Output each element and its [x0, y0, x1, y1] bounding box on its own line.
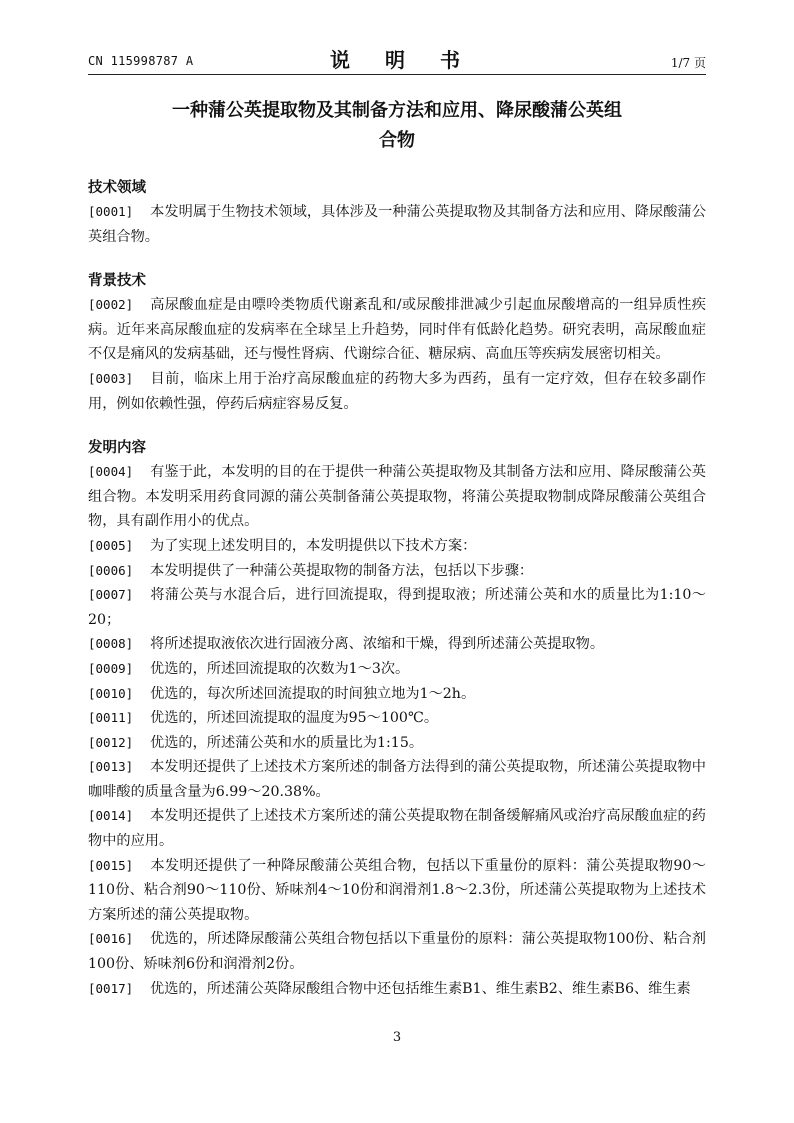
section-heading: 发明内容 — [88, 439, 146, 457]
paragraph-number: [0015] — [88, 857, 134, 873]
paragraph-number: [0016] — [88, 931, 134, 947]
paragraph-number: [0004] — [88, 464, 134, 480]
section-heading: 背景技术 — [88, 272, 146, 290]
paragraph-text: 为了实现上述发明目的，本发明提供以下技术方案： — [150, 537, 477, 554]
paragraph-number: [0002] — [88, 297, 134, 313]
document-body — [88, 176, 706, 1021]
paragraph-number: [0009] — [88, 660, 134, 676]
paragraph — [88, 977, 706, 1002]
paragraph-text: 本发明还提供了一种降尿酸蒲公英组合物，包括以下重量份的原料：蒲公英提取物90～110份、粘合剂90～110份、矫味剂4～10份和润滑剂1.8～2.3份，所述蒲公英提取物为上述技术方案所述的蒲公英提取物。 — [88, 857, 706, 923]
header-divider — [88, 74, 706, 75]
paragraph — [88, 706, 706, 731]
section — [88, 269, 706, 416]
paragraph-number: [0013] — [88, 759, 134, 775]
paragraph — [88, 657, 706, 682]
paragraph-text: 优选的，所述回流提取的温度为95～100℃。 — [150, 710, 439, 727]
invention-title — [88, 96, 706, 156]
paragraph-number: [0008] — [88, 636, 134, 652]
invention-title-line-1: 一种蒲公英提取物及其制备方法和应用、降尿酸蒲公英组 — [172, 100, 622, 121]
paragraph — [88, 804, 706, 853]
paragraph — [88, 854, 706, 928]
paragraph-text: 优选的，所述蒲公英降尿酸组合物中还包括维生素B1、维生素B2、维生素B6、维生素 — [150, 980, 691, 997]
page-header — [0, 0, 794, 74]
invention-title-line-2: 合物 — [379, 130, 415, 151]
paragraph — [88, 460, 706, 534]
paragraph — [88, 534, 706, 559]
paragraph — [88, 632, 706, 657]
paragraph-number: [0001] — [88, 204, 134, 219]
paragraph — [88, 293, 706, 367]
section — [88, 176, 706, 249]
paragraph-number: [0012] — [88, 734, 134, 750]
section — [88, 436, 706, 1001]
paragraph — [88, 559, 706, 584]
paragraph — [88, 583, 706, 632]
page-indicator: 1/7 页 — [670, 56, 706, 70]
paragraph — [88, 682, 706, 707]
paragraph-number: [0005] — [88, 537, 134, 553]
paragraph-text: 本发明还提供了上述技术方案所述的制备方法得到的蒲公英提取物，所述蒲公英提取物中咖啡酸的质量含量为6.99～20.38%。 — [88, 759, 706, 800]
document-type-title: 说 明 书 — [330, 48, 474, 72]
paragraph-text: 目前，临床上用于治疗高尿酸血症的药物大多为西药，虽有一定疗效，但存在较多副作用，例如依赖性强，停药后病症容易反复。 — [88, 370, 706, 412]
paragraph-number: [0010] — [88, 685, 134, 701]
paragraph-number: [0017] — [88, 980, 134, 996]
paragraph — [88, 731, 706, 756]
paragraph-text: 优选的，所述蒲公英和水的质量比为1:15。 — [150, 734, 424, 751]
page-number: 3 — [392, 1030, 402, 1045]
paragraph-text: 高尿酸血症是由嘌呤类物质代谢紊乱和/或尿酸排泄减少引起血尿酸增高的一组异质性疾病。近年来高尿酸血症的发病率在全球呈上升趋势，同时伴有低龄化趋势。研究表明，高尿酸血症不仅是痛风的发病基础，还与慢性肾病、代谢综合征、糖尿病、高血压等疾病发展密切相关。 — [88, 297, 706, 363]
publication-number: CN 115998787 A — [88, 54, 194, 68]
paragraph-text: 本发明提供了一种蒲公英提取物的制备方法，包括以下步骤： — [150, 562, 534, 579]
paragraph-text: 优选的，每次所述回流提取的时间独立地为1～2h。 — [150, 685, 476, 702]
paragraph-text: 优选的，所述降尿酸蒲公英组合物包括以下重量份的原料：蒲公英提取物100份、粘合剂100份、矫味剂6份和润滑剂2份。 — [88, 931, 706, 973]
paragraph — [88, 367, 706, 416]
section-heading: 技术领域 — [88, 179, 146, 196]
paragraph-number: [0007] — [88, 587, 134, 603]
paragraph-text: 优选的，所述回流提取的次数为1～3次。 — [150, 660, 410, 677]
paragraph-text: 将所述提取液依次进行固液分离、浓缩和干燥，得到所述蒲公英提取物。 — [150, 636, 605, 653]
paragraph — [88, 755, 706, 804]
paragraph-text: 将蒲公英与水混合后，进行回流提取，得到提取液；所述蒲公英和水的质量比为1:10～20； — [88, 587, 706, 628]
paragraph — [88, 927, 706, 976]
paragraph-number: [0014] — [88, 808, 134, 824]
paragraph-text: 本发明属于生物技术领域，具体涉及一种蒲公英提取物及其制备方法和应用、降尿酸蒲公英组合物。 — [88, 204, 706, 245]
paragraph — [88, 200, 706, 249]
paragraph-number: [0003] — [88, 370, 134, 386]
paragraph-number: [0006] — [88, 562, 134, 578]
paragraph-number: [0011] — [88, 710, 134, 726]
paragraph-text: 本发明还提供了上述技术方案所述的蒲公英提取物在制备缓解痛风或治疗高尿酸血症的药物中的应用。 — [88, 808, 706, 850]
paragraph-text: 有鉴于此，本发明的目的在于提供一种蒲公英提取物及其制备方法和应用、降尿酸蒲公英组合物。本发明采用药食同源的蒲公英制备蒲公英提取物，将蒲公英提取物制成降尿酸蒲公英组合物，具有副作用小的优点。 — [88, 464, 706, 530]
